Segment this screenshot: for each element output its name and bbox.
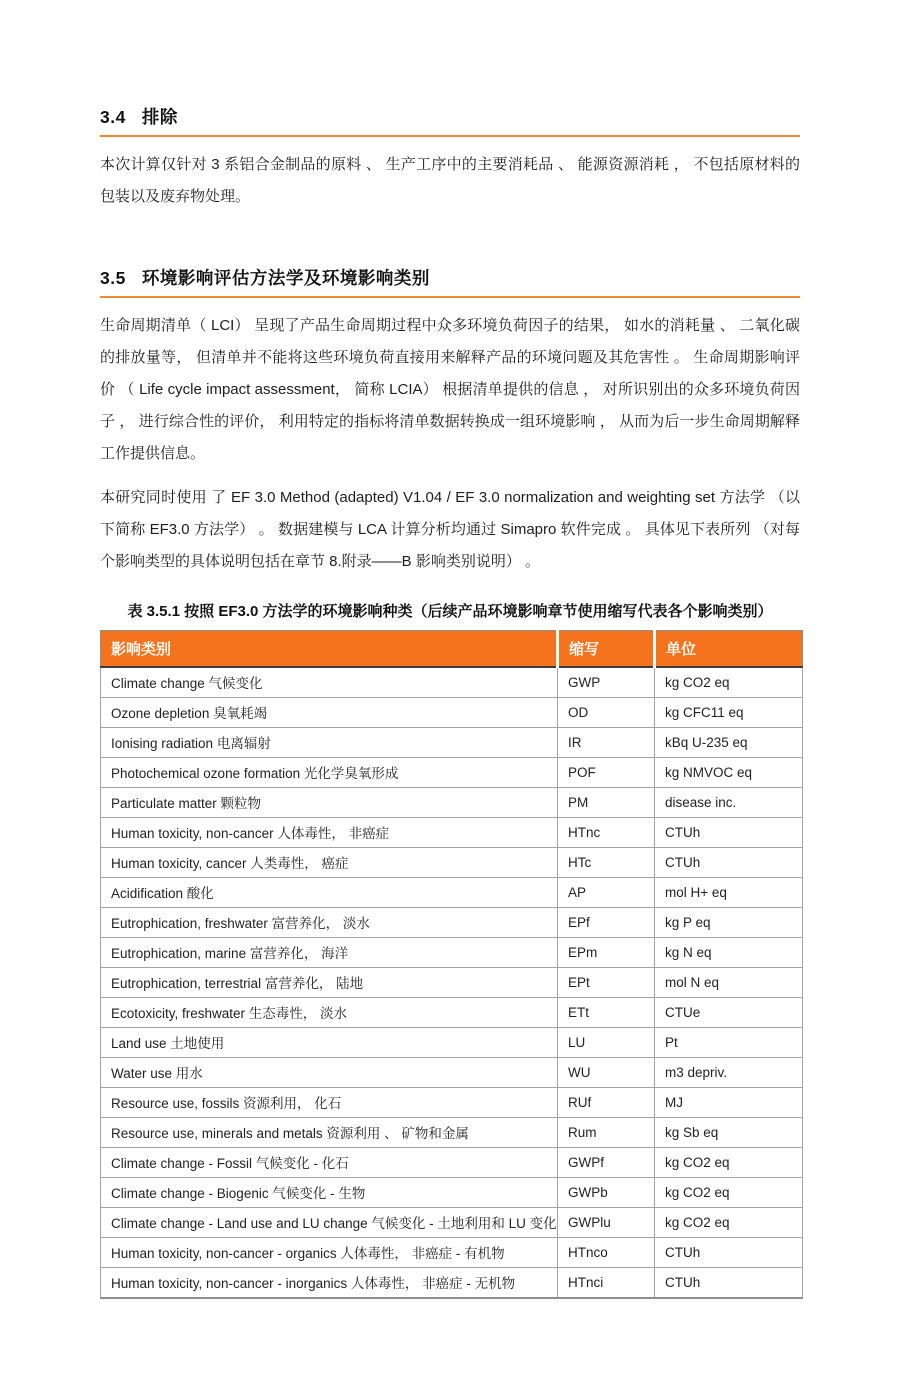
unit-cell: kg CO2 eq: [655, 667, 803, 698]
column-header-unit: 单位: [655, 631, 803, 668]
unit-cell: kg CO2 eq: [655, 1208, 803, 1238]
table-row: [101, 1148, 803, 1178]
unit-cell: kg CFC11 eq: [655, 698, 803, 728]
impact-category-cell: Particulate matter 颗粒物: [101, 788, 558, 818]
table-row: [101, 1088, 803, 1118]
impact-category-cell: Water use 用水: [101, 1058, 558, 1088]
table-row: [101, 938, 803, 968]
abbreviation-cell: PM: [558, 788, 655, 818]
unit-cell: mol N eq: [655, 968, 803, 998]
abbreviation-cell: IR: [558, 728, 655, 758]
abbreviation-cell: POF: [558, 758, 655, 788]
table-row: [101, 1118, 803, 1148]
unit-cell: CTUh: [655, 818, 803, 848]
impact-category-cell: Acidification 酸化: [101, 878, 558, 908]
unit-cell: kg CO2 eq: [655, 1148, 803, 1178]
table-row: [101, 998, 803, 1028]
unit-cell: disease inc.: [655, 788, 803, 818]
unit-cell: kBq U-235 eq: [655, 728, 803, 758]
table-row: [101, 758, 803, 788]
unit-cell: mol H+ eq: [655, 878, 803, 908]
column-header-abbreviation: 缩写: [558, 631, 655, 668]
impact-category-cell: Human toxicity, non-cancer - organics 人体毒性， 非癌症 - 有机物: [101, 1238, 558, 1268]
abbreviation-cell: HTnco: [558, 1238, 655, 1268]
impact-category-cell: Resource use, minerals and metals 资源利用 、 矿物和金属: [101, 1118, 558, 1148]
impact-category-cell: Ecotoxicity, freshwater 生态毒性， 淡水: [101, 998, 558, 1028]
table-row: [101, 698, 803, 728]
impact-category-cell: Ozone depletion 臭氧耗竭: [101, 698, 558, 728]
impact-category-cell: Land use 土地使用: [101, 1028, 558, 1058]
table-row: [101, 818, 803, 848]
impact-category-table: [100, 630, 803, 1299]
impact-category-cell: Eutrophication, marine 富营养化， 海洋: [101, 938, 558, 968]
section-number: 3.4: [100, 107, 126, 127]
impact-table-body: [101, 667, 803, 1298]
abbreviation-cell: Rum: [558, 1118, 655, 1148]
table-row: [101, 1208, 803, 1238]
unit-cell: Pt: [655, 1028, 803, 1058]
impact-category-cell: Human toxicity, cancer 人类毒性， 癌症: [101, 848, 558, 878]
abbreviation-cell: GWPf: [558, 1148, 655, 1178]
unit-cell: kg N eq: [655, 938, 803, 968]
abbreviation-cell: AP: [558, 878, 655, 908]
table-row: [101, 848, 803, 878]
header-row: [101, 631, 803, 668]
abbreviation-cell: WU: [558, 1058, 655, 1088]
abbreviation-cell: HTnc: [558, 818, 655, 848]
abbreviation-cell: HTnci: [558, 1268, 655, 1299]
table-row: [101, 667, 803, 698]
impact-category-cell: Eutrophication, terrestrial 富营养化， 陆地: [101, 968, 558, 998]
abbreviation-cell: EPf: [558, 908, 655, 938]
abbreviation-cell: ETt: [558, 998, 655, 1028]
abbreviation-cell: GWP: [558, 667, 655, 698]
unit-cell: CTUh: [655, 848, 803, 878]
section-title: 排除: [141, 107, 178, 127]
table-row: [101, 878, 803, 908]
table-row: [101, 1238, 803, 1268]
table-row: [101, 1028, 803, 1058]
table-row: [101, 1268, 803, 1299]
impact-category-cell: Resource use, fossils 资源利用， 化石: [101, 1088, 558, 1118]
column-header-impact-category: 影响类别: [101, 631, 558, 668]
impact-table-header: [101, 631, 803, 668]
abbreviation-cell: LU: [558, 1028, 655, 1058]
abbreviation-cell: GWPb: [558, 1178, 655, 1208]
abbreviation-cell: EPm: [558, 938, 655, 968]
abbreviation-cell: OD: [558, 698, 655, 728]
section-heading-3-4: [100, 104, 800, 137]
section-title: 环境影响评估方法学及环境影响类别: [141, 268, 430, 288]
unit-cell: kg CO2 eq: [655, 1178, 803, 1208]
impact-category-cell: Eutrophication, freshwater 富营养化， 淡水: [101, 908, 558, 938]
impact-category-cell: Climate change - Land use and LU change 气候变化 - 土地利用和 LU 变化: [101, 1208, 558, 1238]
unit-cell: CTUe: [655, 998, 803, 1028]
table-row: [101, 1178, 803, 1208]
impact-category-cell: Climate change 气候变化: [101, 667, 558, 698]
unit-cell: kg P eq: [655, 908, 803, 938]
section-3-5-paragraph-2: 本研究同时使用 了 EF 3.0 Method (adapted) V1.04 / EF 3.0 normalization and weighting set 方法学 （以下简称 EF3.0 方法学） 。 数据建模与 LCA 计算分析均通过 Simapro 软件完成 。 具体见下表所列 （对每个影响类型的具体说明包括在章节 8.附录——B 影响类别说明） 。: [100, 489, 800, 570]
table-caption: 表 3.5.1 按照 EF3.0 方法学的环境影响种类（后续产品环境影响章节使用缩写代表各个影响类别）: [127, 603, 773, 620]
abbreviation-cell: GWPlu: [558, 1208, 655, 1238]
table-row: [101, 908, 803, 938]
unit-cell: MJ: [655, 1088, 803, 1118]
document-page: [0, 104, 900, 1299]
impact-category-cell: Ionising radiation 电离辐射: [101, 728, 558, 758]
table-row: [101, 728, 803, 758]
unit-cell: kg NMVOC eq: [655, 758, 803, 788]
impact-category-cell: Human toxicity, non-cancer - inorganics 人体毒性， 非癌症 - 无机物: [101, 1268, 558, 1299]
abbreviation-cell: HTc: [558, 848, 655, 878]
impact-category-cell: Climate change - Biogenic 气候变化 - 生物: [101, 1178, 558, 1208]
table-row: [101, 1058, 803, 1088]
table-row: [101, 968, 803, 998]
abbreviation-cell: RUf: [558, 1088, 655, 1118]
abbreviation-cell: EPt: [558, 968, 655, 998]
section-3-5-paragraph-1: 生命周期清单（ LCI） 呈现了产品生命周期过程中众多环境负荷因子的结果， 如水的消耗量 、 二氧化碳的排放量等， 但清单并不能将这些环境负荷直接用来解释产品的环境问题及其危害性 。 生命周期影响评价 （ Life cycle impact assessment， 简称 LCIA） 根据清单提供的信息 ， 对所识别出的众多环境负荷因子 ， 进行综合性的评价， 利用特定的指标将清单数据转换成一组环境影响 ， 从而为后一步生命周期解释工作提供信息。: [100, 317, 800, 462]
unit-cell: kg Sb eq: [655, 1118, 803, 1148]
section-3-4-paragraph: 本次计算仅针对 3 系铝合金制品的原料 、 生产工序中的主要消耗品 、 能源资源消耗 ， 不包括原材料的包装以及废弃物处理。: [100, 156, 800, 205]
section-heading-3-5: [100, 265, 800, 298]
unit-cell: CTUh: [655, 1238, 803, 1268]
table-row: [101, 788, 803, 818]
unit-cell: CTUh: [655, 1268, 803, 1299]
impact-category-cell: Climate change - Fossil 气候变化 - 化石: [101, 1148, 558, 1178]
impact-category-cell: Photochemical ozone formation 光化学臭氧形成: [101, 758, 558, 788]
impact-category-cell: Human toxicity, non-cancer 人体毒性， 非癌症: [101, 818, 558, 848]
section-number: 3.5: [100, 268, 126, 288]
unit-cell: m3 depriv.: [655, 1058, 803, 1088]
